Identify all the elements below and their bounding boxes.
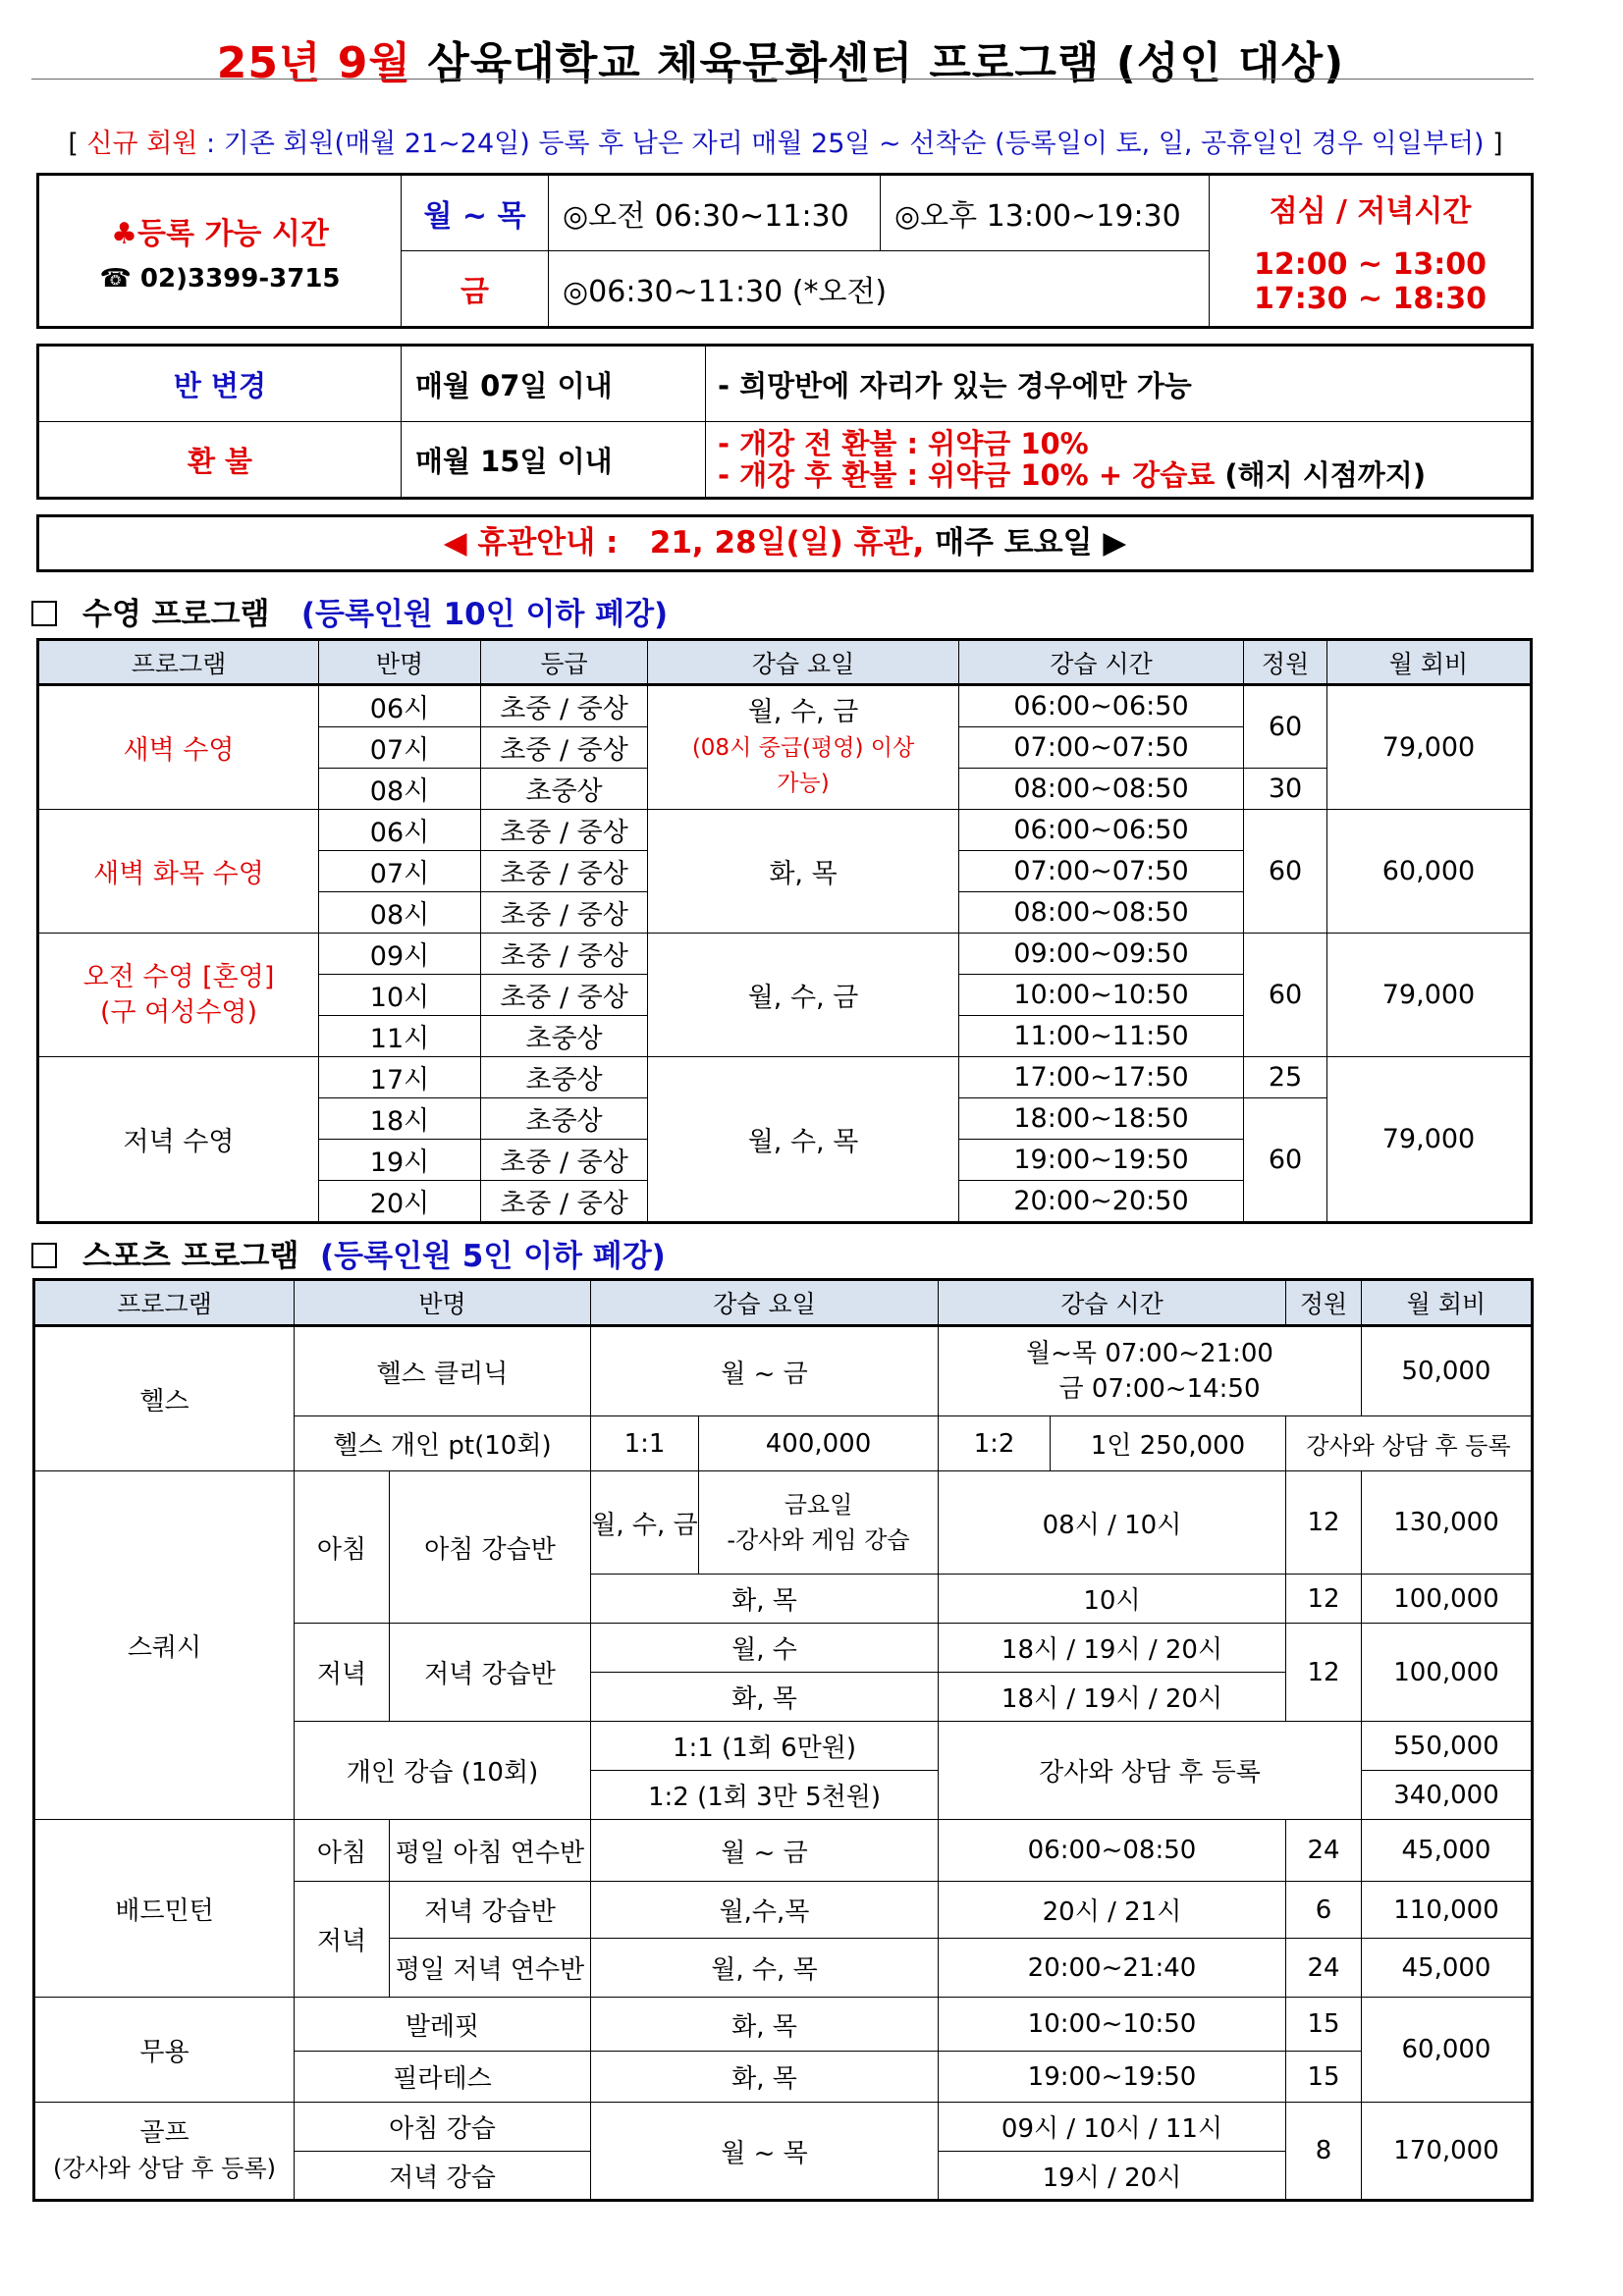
table-row: 18시 초중상 18:00~18:50 60 [38, 1098, 1532, 1140]
class-change-deadline: 매월 07일 이내 [402, 346, 706, 422]
closure-label: ◀ 휴관안내 : [443, 525, 619, 561]
closure-notice [36, 514, 1534, 572]
table-row: 08시 초중 / 중상 08:00~08:50 [38, 892, 1532, 934]
weekday-pm-hours: ◎오후 13:00~19:30 [881, 175, 1210, 251]
table-row: 헬스 헬스 클리닉 월 ~ 금 월~목 07:00~21:00 금 07:00~14:50 50,000 [34, 1326, 1533, 1416]
closure-dates: 21, 28일(일) 휴관, [649, 525, 925, 561]
friday-label: 금 [402, 251, 549, 328]
closure-weekly: 매주 토요일 ▶ [935, 525, 1127, 561]
page-title [29, 27, 1532, 90]
monthly-fee: 170,000 [1362, 2103, 1533, 2201]
table-row: 개인 강습 (10회) 1:1 (1회 6만원) 강사와 상담 후 등록 550,000 [34, 1722, 1533, 1771]
checkbox-icon [31, 1243, 57, 1268]
monthly-fee: 100,000 [1362, 1575, 1533, 1624]
swim-program-table [36, 638, 1533, 1224]
phone-number: ☎ 02)3399-3715 [99, 263, 341, 294]
checkbox-icon [31, 601, 57, 626]
registration-time-cell [38, 175, 402, 328]
table-row: 1:2 (1회 3만 5천원) 340,000 [34, 1771, 1533, 1820]
break-time-label: 점심 / 저녁시간 [1269, 193, 1472, 229]
class-days: 월, 수, 금 (08시 중급(평영) 이상 가능) [648, 685, 959, 810]
program-name: 배드민턴 [34, 1820, 295, 1998]
monthly-fee: 110,000 [1362, 1882, 1533, 1939]
registration-notice: [ 신규 회원 : 기존 회원(매월 21~24일) 등록 후 남은 자리 매월 25일 ~ 선착순 (등록일이 토, 일, 공휴일인 경우 익일부터) ] [68, 129, 1503, 159]
class-change-note: - 희망반에 자리가 있는 경우에만 가능 [706, 346, 1533, 422]
class-days: 월, 수, 금 [648, 934, 959, 1057]
table-row: 평일 저녁 연수반 월, 수, 목 20:00~21:40 24 45,000 [34, 1939, 1533, 1998]
break-time-cell [1210, 175, 1533, 328]
table-row: 화, 목 18시 / 19시 / 20시 [34, 1673, 1533, 1722]
refund-label: 환 불 [38, 422, 402, 499]
table-row: 저녁 저녁 강습반 월, 수 18시 / 19시 / 20시 12 100,000 [34, 1624, 1533, 1673]
weekday-am-hours: ◎오전 06:30~11:30 [549, 175, 881, 251]
registration-hours-table [36, 173, 1534, 329]
sports-program-table [32, 1278, 1534, 2202]
dinner-break: 17:30 ~ 18:30 [1253, 281, 1487, 316]
class-days: 월, 수, 목 [648, 1057, 959, 1223]
table-row: 저녁 강습 19시 / 20시 [34, 2152, 1533, 2201]
refund-before-start: - 개강 전 환불 : 위약금 10% [718, 427, 1089, 460]
monthly-fee: 45,000 [1362, 1820, 1533, 1882]
program-name: 저녁 수영 [38, 1057, 319, 1223]
monthly-fee: 340,000 [1362, 1771, 1533, 1820]
refund-after-note: (해지 시점까지) [1224, 458, 1427, 492]
monthly-fee: 60,000 [1327, 810, 1532, 934]
program-name: 헬스 [34, 1326, 295, 1471]
swim-header-row: 프로그램 반명 등급 강습 요일 강습 시간 정원 월 회비 [38, 640, 1532, 685]
table-row: 19시 초중 / 중상 19:00~19:50 [38, 1140, 1532, 1181]
table-row: 오전 수영 [혼영] (구 여성수영) 09시 초중 / 중상 월, 수, 금 09:00~09:50 60 79,000 [38, 934, 1532, 975]
table-row: 11시 초중상 11:00~11:50 [38, 1016, 1532, 1057]
monthly-fee: 45,000 [1362, 1939, 1533, 1998]
registration-time-label: ♣등록 가능 시간 [111, 216, 329, 251]
sports-closing-rule: (등록인원 5인 이하 폐강) [320, 1239, 666, 1274]
weekday-range: 월 ~ 목 [402, 175, 549, 251]
title-main: 삼육대학교 체육문화센터 프로그램 (성인 대상) [427, 38, 1345, 88]
sports-section-heading: 스포츠 프로그램 (등록인원 5인 이하 폐강) [31, 1231, 666, 1275]
refund-deadline: 매월 15일 이내 [402, 422, 706, 499]
program-name: 오전 수영 [혼영] (구 여성수영) [38, 934, 319, 1057]
table-row: 저녁 수영 17시 초중상 월, 수, 목 17:00~17:50 25 79,000 [38, 1057, 1532, 1098]
monthly-fee: 50,000 [1362, 1326, 1533, 1416]
table-row: 새벽 화목 수영 06시 초중 / 중상 화, 목 06:00~06:50 60 60,000 [38, 810, 1532, 851]
refund-after-start: - 개강 후 환불 : 위약금 10% + 강습료 [718, 458, 1216, 492]
table-row: 필라테스 화, 목 19:00~19:50 15 [34, 2052, 1533, 2103]
table-row: 헬스 개인 pt(10회) 1:1 400,000 1:2 1인 250,000 강사와 상담 후 등록 [34, 1416, 1533, 1471]
program-name: 스쿼시 [34, 1471, 295, 1820]
table-row: 07시 초중 / 중상 07:00~07:50 [38, 727, 1532, 769]
notice-text: 기존 회원(매월 21~24일) 등록 후 남은 자리 매월 25일 ~ 선착순 (등록일이 토, 일, 공휴일인 경우 익일부터) [223, 129, 1485, 159]
program-name: 새벽 수영 [38, 685, 319, 810]
monthly-fee: 60,000 [1362, 1998, 1533, 2103]
monthly-fee: 79,000 [1327, 1057, 1532, 1223]
policy-table [36, 344, 1534, 500]
table-row: 10시 초중 / 중상 10:00~10:50 [38, 975, 1532, 1016]
monthly-fee: 550,000 [1362, 1722, 1533, 1771]
refund-terms [706, 422, 1533, 499]
table-row: 골프 (강사와 상담 후 등록) 아침 강습 월 ~ 목 09시 / 10시 / 11시 8 170,000 [34, 2103, 1533, 2152]
title-month: 25년 9월 [216, 38, 411, 88]
program-name: 무용 [34, 1998, 295, 2103]
program-name: 골프 (강사와 상담 후 등록) [34, 2103, 295, 2201]
monthly-fee: 130,000 [1362, 1471, 1533, 1575]
monthly-fee: 79,000 [1327, 685, 1532, 810]
lunch-break: 12:00 ~ 13:00 [1253, 246, 1487, 282]
sports-header-row: 프로그램 반명 강습 요일 강습 시간 정원 월 회비 [34, 1280, 1533, 1326]
table-row: 화, 목 10시 12 100,000 [34, 1575, 1533, 1624]
swim-closing-rule: (등록인원 10인 이하 폐강) [300, 597, 669, 632]
title-divider [31, 79, 1534, 80]
friday-hours: ◎06:30~11:30 (*오전) [549, 251, 1210, 328]
table-row: 무용 발레핏 화, 목 10:00~10:50 15 60,000 [34, 1998, 1533, 2052]
table-row: 저녁 저녁 강습반 월,수,목 20시 / 21시 6 110,000 [34, 1882, 1533, 1939]
table-row: 08시 초중상 08:00~08:50 30 [38, 769, 1532, 810]
table-row: 20시 초중 / 중상 20:00~20:50 [38, 1181, 1532, 1223]
program-name: 새벽 화목 수영 [38, 810, 319, 934]
class-days: 화, 목 [648, 810, 959, 934]
table-row: 새벽 수영 06시 초중 / 중상 월, 수, 금 (08시 중급(평영) 이상 가능) 06:00~06:50 60 79,000 [38, 685, 1532, 727]
monthly-fee: 100,000 [1362, 1624, 1533, 1722]
class-change-label: 반 변경 [38, 346, 402, 422]
table-row: 07시 초중 / 중상 07:00~07:50 [38, 851, 1532, 892]
swim-section-heading: 수영 프로그램 (등록인원 10인 이하 폐강) [31, 589, 668, 633]
table-row: 배드민턴 아침 평일 아침 연수반 월 ~ 금 06:00~08:50 24 45,000 [34, 1820, 1533, 1882]
monthly-fee: 79,000 [1327, 934, 1532, 1057]
notice-new-member: 신규 회원 [86, 129, 198, 159]
table-row: 스쿼시 아침 아침 강습반 월, 수, 금 금요일 -강사와 게임 강습 08시 / 10시 12 130,000 [34, 1471, 1533, 1575]
